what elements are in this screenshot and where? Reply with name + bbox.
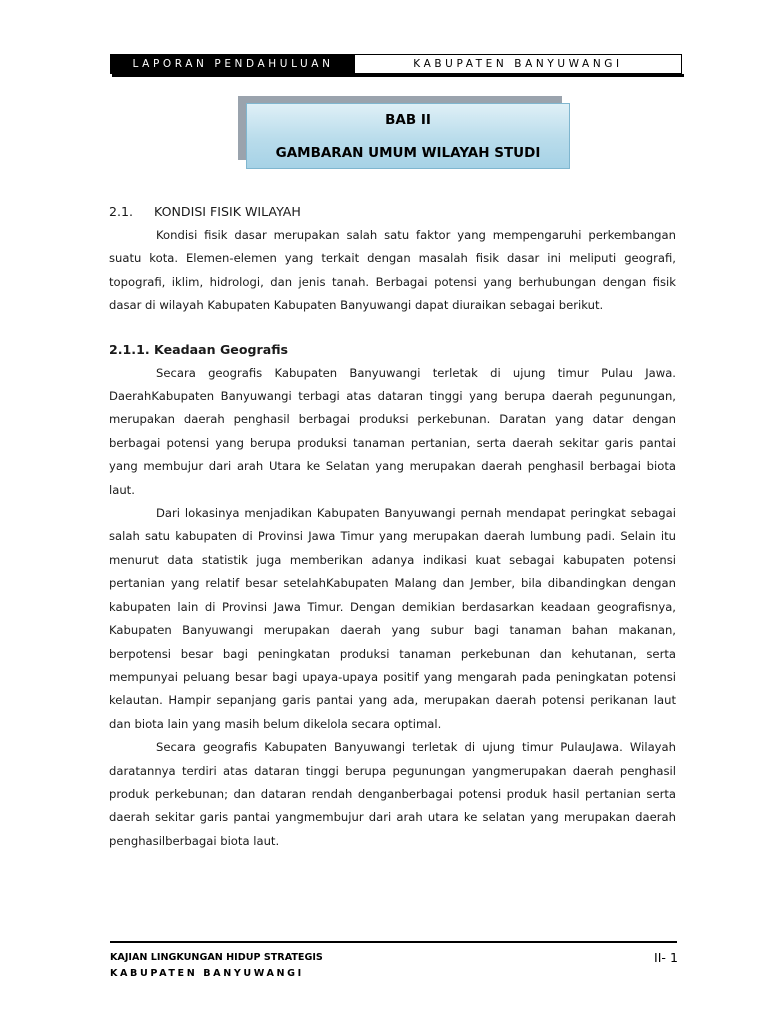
section-title: KONDISI FISIK WILAYAH xyxy=(154,204,301,219)
chapter-title-box xyxy=(246,103,570,169)
page-number: II- 1 xyxy=(654,950,678,965)
section-paragraph: Kondisi fisik dasar merupakan salah satu faktor yang mempengaruhi perkembangan suatu kota. Elemen-elemen yang terkait dengan masalah fisik dasar ini meliputi geografi, topografi, iklim, hidrologi, dan jenis tanah. Berbagai potensi yang berhubungan dengan fisik dasar di wilayah Kabupaten Kabupaten Banyuwangi dapat diuraikan sebagai berikut. xyxy=(109,228,676,313)
header-region-title: KABUPATEN BANYUWANGI xyxy=(413,58,623,70)
subsection-heading: 2.1.1. Keadaan Geografis xyxy=(109,341,289,357)
header-report-title: LAPORAN PENDAHULUAN xyxy=(111,55,355,73)
page-header xyxy=(110,54,682,74)
paragraph-3: Secara geografis Kabupaten Banyuwangi terletak di ujung timur PulauJawa. Wilayah daratannya terdiri atas dataran tinggi berupa pegunungan yangmerupakan daerah penghasil produk perkebunan; dan dataran rendah denganberbagai potensi produk hasil pertanian serta daerah sekitar garis pantai yangmembujur dari arah utara ke selatan yang merupakan daerah penghasilberbagai biota laut. xyxy=(109,740,676,848)
header-shadow xyxy=(112,74,684,77)
footer-line-1: KAJIAN LINGKUNGAN HIDUP STRATEGIS xyxy=(110,952,323,963)
footer-rule xyxy=(110,941,677,943)
footer-label xyxy=(110,950,323,982)
paragraph-2: Dari lokasinya menjadikan Kabupaten Banyuwangi pernah mendapat peringkat sebagai salah satu kabupaten di Provinsi Jawa Timur yang merupakan daerah lumbung padi. Selain itu menurut data statistik juga memberikan adanya indikasi kuat sebagai kabupaten potensi pertanian yang relatif besar setelahKabupaten Malang dan Jember, bila dibandingkan dengan kabupaten lain di Provinsi Jawa Timur. Dengan demikian berdasarkan keadaan geografisnya, Kabupaten Banyuwangi merupakan daerah yang subur bagi tanaman bahan makanan, berpotensi besar bagi peningkatan produksi tanaman perkebunan dan kehutanan, serta mempunyai peluang besar bagi upaya-upaya positif yang mengarah pada peningkatan potensi kelautan. Hampir sepanjang garis pantai yang ada, merupakan daerah potensi perikanan laut dan biota lain yang masih belum dikelola secara optimal. xyxy=(109,506,676,731)
chapter-number: BAB II xyxy=(385,112,431,128)
document-body xyxy=(109,200,676,853)
section-heading xyxy=(109,200,676,224)
section-number: 2.1. xyxy=(109,204,134,219)
footer-line-2: KABUPATEN BANYUWANGI xyxy=(110,968,304,979)
paragraph-1: Secara geografis Kabupaten Banyuwangi terletak di ujung timur Pulau Jawa. DaerahKabupaten Banyuwangi terbagi atas dataran tinggi yang berupa daerah pegunungan, merupakan daerah penghasil berbagai produksi perkebunan. Daratan yang datar dengan berbagai potensi yang berupa produksi tanaman pertanian, serta daerah sekitar garis pantai yang membujur dari arah Utara ke Selatan yang merupakan daerah penghasil berbagai biota laut. xyxy=(109,365,676,497)
chapter-title: GAMBARAN UMUM WILAYAH STUDI xyxy=(275,145,541,161)
